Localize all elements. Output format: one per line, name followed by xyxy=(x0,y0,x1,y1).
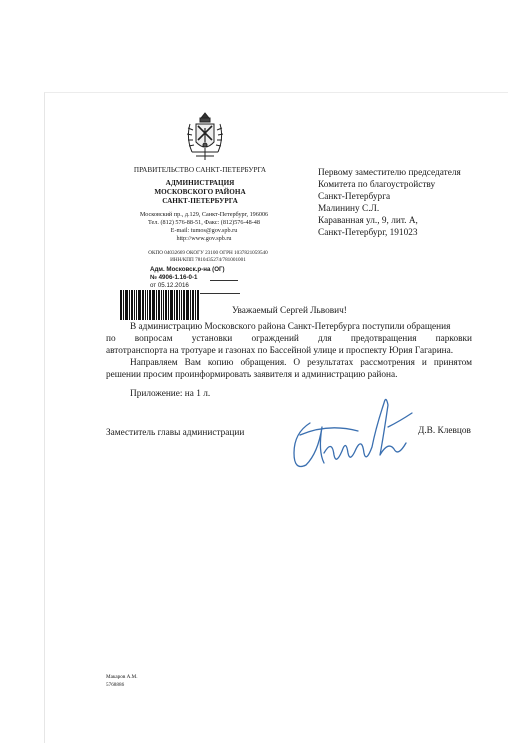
signer-title: Заместитель главы администрации xyxy=(106,428,245,438)
administration-line-3: САНКТ-ПЕТЕРБУРГА xyxy=(162,197,238,205)
paragraph-1-line-2: по вопросам установки ограждений для предотвращения парковки xyxy=(106,334,472,344)
recipient-line-3: Санкт-Петербурга xyxy=(318,192,391,202)
reference-line-2 xyxy=(200,293,240,294)
sender-phone-fax: Тел. (812) 576-88-51, Факс: (812)576-48-48 xyxy=(148,219,260,226)
government-name: ПРАВИТЕЛЬСТВО САНКТ-ПЕТЕРБУРГА xyxy=(133,166,267,174)
paragraph-2-line-2: решении просим проинформировать заявителя и администрацию района. xyxy=(106,370,398,380)
executor-phone: 5768886 xyxy=(106,682,125,688)
executor-name: Макаров А.М. xyxy=(106,674,138,680)
recipient-line-5: Караванная ул., 9, лит. А, xyxy=(318,216,418,226)
sender-address: Московский пр., д.129, Санкт-Петербург, 196006 xyxy=(139,211,269,218)
paragraph-2-line-1: Направляем Вам копию обращения. О результатах рассмотрения и принятом xyxy=(130,358,472,368)
reference-line-1 xyxy=(210,280,238,281)
document-barcode xyxy=(120,290,202,320)
handwritten-signature xyxy=(288,393,418,485)
greeting: Уважаемый Сергей Львович! xyxy=(232,306,347,316)
coat-of-arms-emblem xyxy=(184,112,226,162)
paragraph-1-line-1: В администрацию Московского района Санкт-Петербурга поступили обращения xyxy=(130,322,451,332)
registration-stamp-line-1: Адм. Московск.р-на (ОГ) xyxy=(150,266,225,273)
sender-inn: ИНН/КПП 7810435274/781001001 xyxy=(170,257,246,263)
recipient-line-2: Комитета по благоустройству xyxy=(318,180,436,190)
sender-email: E-mail: tumos@gov.spb.ru xyxy=(170,227,238,234)
recipient-line-1: Первому заместителю председателя xyxy=(318,168,461,178)
attachment-note: Приложение: на 1 л. xyxy=(130,389,211,399)
signer-name: Д.В. Клевцов xyxy=(418,426,471,436)
administration-line-2: МОСКОВСКОГО РАЙОНА xyxy=(154,188,246,196)
registration-stamp-line-2: № 4906-1.16-0-1 xyxy=(150,274,198,281)
sender-website: http://www.gov.spb.ru xyxy=(176,235,232,242)
recipient-line-4: Малинину С.Л. xyxy=(318,204,380,214)
administration-line-1: АДМИНИСТРАЦИЯ xyxy=(165,179,235,187)
registration-stamp-line-3: от 05.12.2016 xyxy=(150,282,189,289)
recipient-line-6: Санкт-Петербург, 191023 xyxy=(318,228,418,238)
paragraph-1-line-3: автотранспорта на тротуаре и газонах по Бассейной улице и проспекту Юрия Гагарина. xyxy=(106,346,454,356)
sender-codes: ОКПО 04032669 ОКОГУ 23100 ОГРН 1037821059540 xyxy=(148,250,268,256)
